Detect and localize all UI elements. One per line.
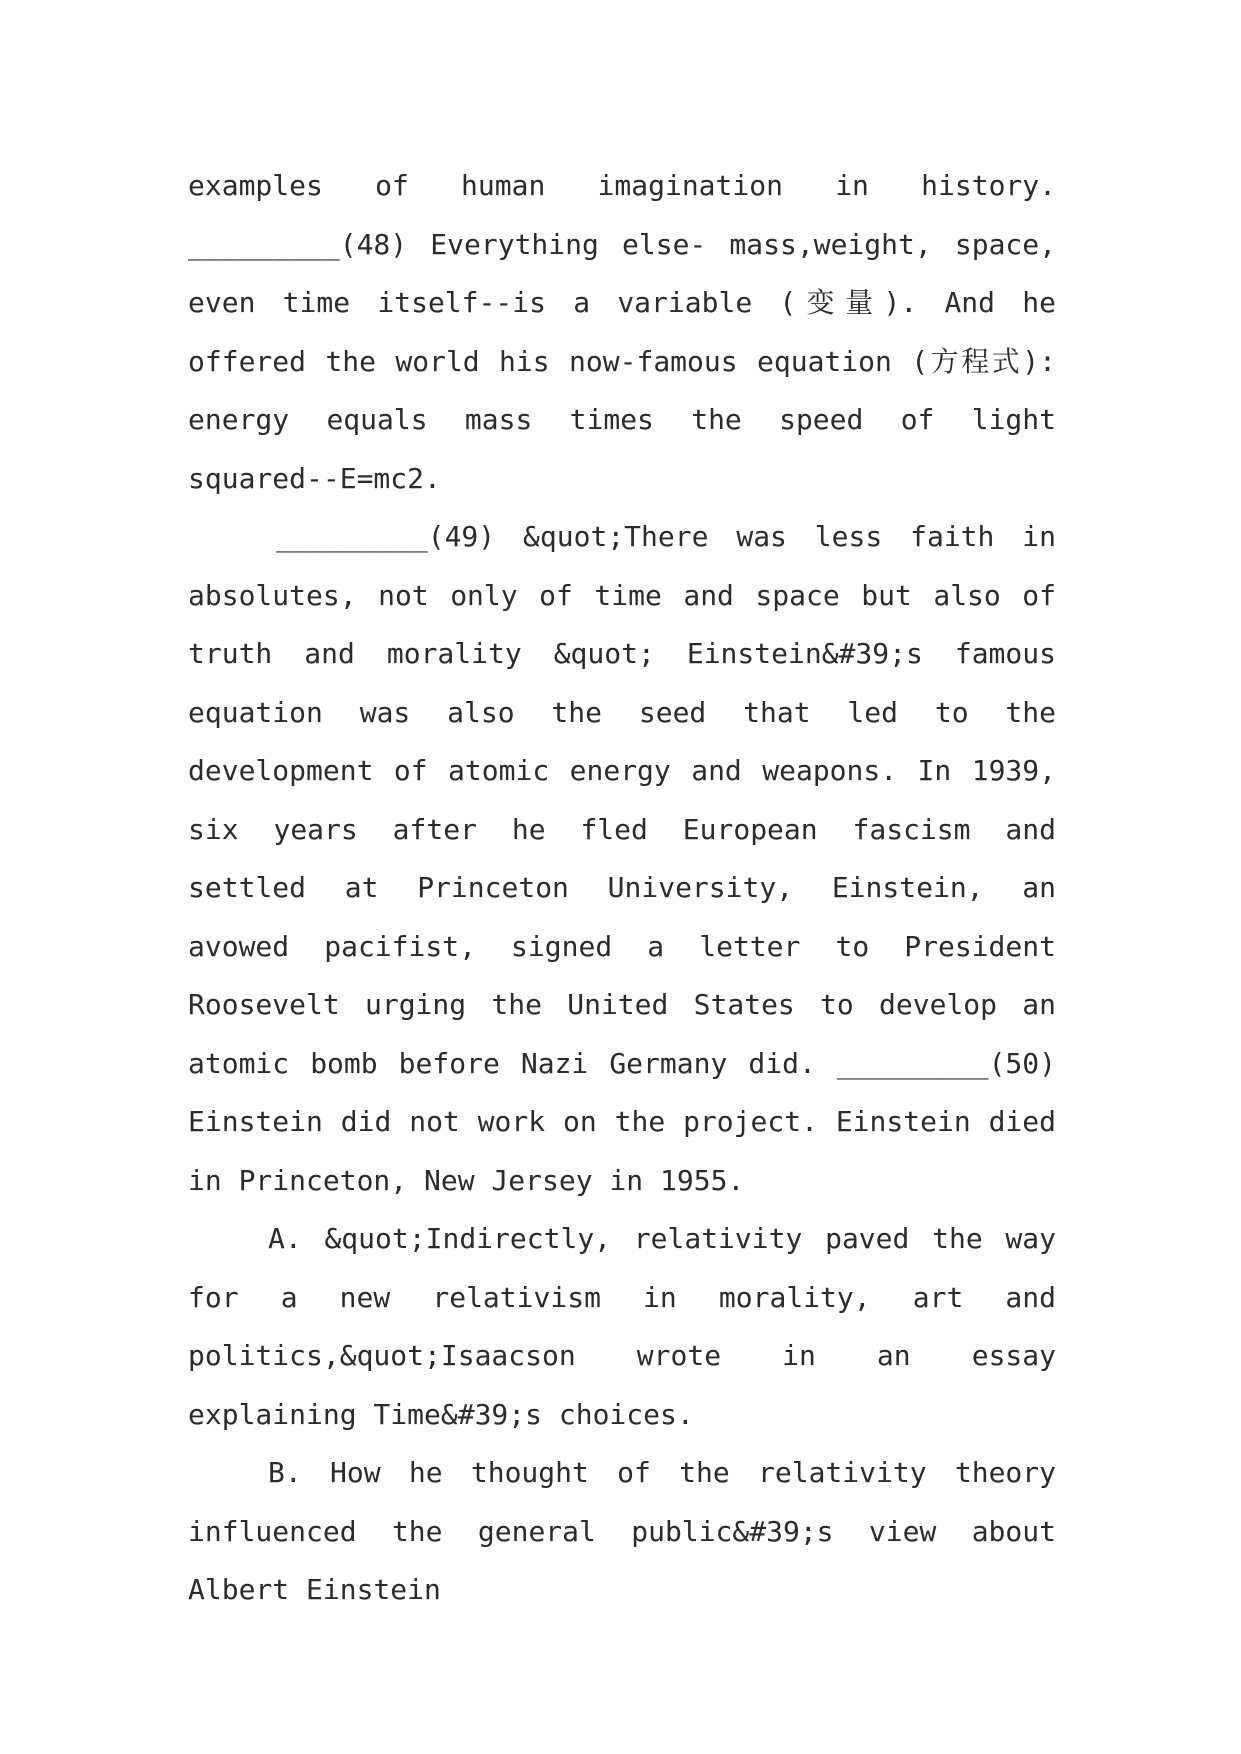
paragraph-relativity-equation: examples of human imagination in history. _________(48) Everything else- mass,weight, space, even time itself--is a variable (变量). And he offered the world his now-famous equation (方程式): energy equals mass times the speed of light squared--E=mc2.	[188, 169, 1056, 495]
document-body	[188, 157, 1056, 1620]
option-a: A. &quot;Indirectly, relativity paved the way for a new relativism in morality, art and politics,&quot;Isaacson wrote in an essay explaining Time&#39;s choices.	[188, 1222, 1056, 1431]
option-b: B. How he thought of the relativity theory influenced the general public&#39;s view about Albert Einstein	[188, 1456, 1056, 1606]
paragraph-einstein-atomic-bomb: _________(49) &quot;There was less faith in absolutes, not only of time and space but also of truth and morality &quot; Einstein&#39;s famous equation was also the seed that led to the development of atomic energy and weapons. In 1939, six years after he fled European fascism and settled at Princeton University, Einstein, an avowed pacifist, signed a letter to President Roosevelt urging the United States to develop an atomic bomb before Nazi Germany did. _________(50) Einstein did not work on the project. Einstein died in Princeton, New Jersey in 1955.	[188, 520, 1056, 1197]
